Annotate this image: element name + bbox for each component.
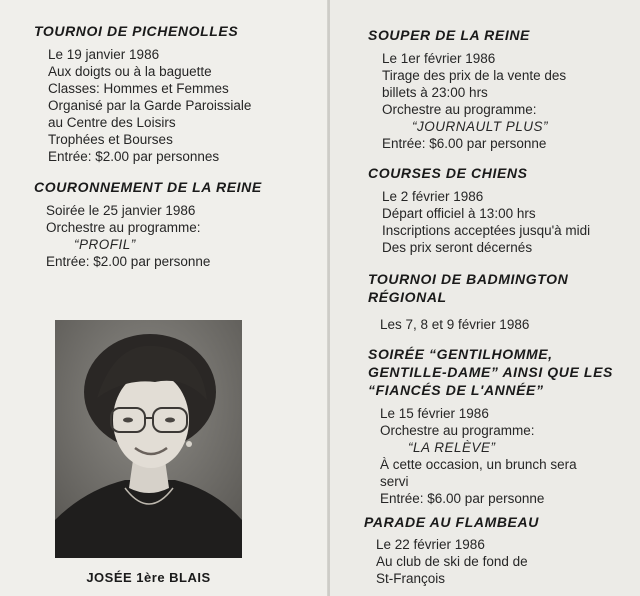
event-line: Le 19 janvier 1986: [48, 47, 160, 62]
event-souper-reine: [368, 26, 566, 152]
event-line: Au club de ski de fond de: [376, 554, 528, 569]
event-title: TOURNOI DE PICHENOLLES: [34, 23, 239, 39]
event-line: Entrée: $6.00 par personne: [380, 491, 545, 506]
event-line: Classes: Hommes et Femmes: [48, 81, 229, 96]
event-details: [380, 316, 568, 333]
event-line: Entrée: $2.00 par personne: [46, 254, 211, 269]
event-tournoi-badminton: [368, 270, 568, 333]
event-tournoi-pichenolles: [34, 22, 251, 165]
portrait-illustration: [55, 320, 242, 558]
event-details: [382, 50, 566, 152]
event-details: [380, 405, 613, 507]
event-line: Trophées et Bourses: [48, 132, 173, 147]
event-parade-flambeau: [364, 513, 539, 587]
event-title: COURSES DE CHIENS: [368, 165, 528, 181]
orchestra-name: “PROFIL”: [74, 237, 136, 252]
right-page: [330, 0, 640, 596]
event-couronnement-reine: [34, 178, 262, 270]
event-line: Inscriptions acceptées jusqu'à midi: [382, 223, 591, 238]
event-line: Les 7, 8 et 9 février 1986: [380, 317, 530, 332]
queen-portrait-photo: [55, 320, 242, 558]
event-line: Orchestre au programme:: [46, 220, 201, 235]
event-details: [376, 536, 539, 587]
event-line: Aux doigts ou à la baguette: [48, 64, 212, 79]
orchestra-name: “JOURNAULT PLUS”: [412, 119, 549, 134]
event-line: Tirage des prix de la vente des: [382, 68, 567, 83]
event-line: Le 22 février 1986: [376, 537, 485, 552]
event-line: Le 1er février 1986: [382, 51, 496, 66]
event-line: Entrée: $6.00 par personne: [382, 136, 547, 151]
photo-caption: JOSÉE 1ère BLAIS: [86, 570, 211, 585]
event-line: servi: [380, 474, 409, 489]
event-title: SOIRÉE “GENTILHOMME, GENTILLE-DAME” AINSI QUE LES “FIANCÉS DE L'ANNÉE”: [368, 346, 613, 398]
event-line: Entrée: $2.00 par personnes: [48, 149, 220, 164]
event-soiree-gentilhomme: [368, 345, 613, 507]
event-line: billets à 23:00 hrs: [382, 85, 488, 100]
event-line: Le 15 février 1986: [380, 406, 489, 421]
event-line: À cette occasion, un brunch sera: [380, 457, 577, 472]
orchestra-name: “LA RELÈVE”: [408, 440, 496, 455]
event-details: [46, 202, 262, 270]
event-line: St-François: [376, 571, 446, 586]
event-line: Orchestre au programme:: [380, 423, 535, 438]
event-line: Des prix seront décernés: [382, 240, 533, 255]
event-title: COURONNEMENT DE LA REINE: [34, 179, 262, 195]
event-line: au Centre des Loisirs: [48, 115, 176, 130]
event-line: Le 2 février 1986: [382, 189, 484, 204]
event-details: [382, 188, 590, 256]
event-line: Orchestre au programme:: [382, 102, 537, 117]
event-line: Organisé par la Garde Paroissiale: [48, 98, 252, 113]
event-line: Départ officiel à 13:00 hrs: [382, 206, 536, 221]
event-title: TOURNOI DE BADMINGTON RÉGIONAL: [368, 271, 569, 305]
event-title: SOUPER DE LA REINE: [368, 27, 530, 43]
event-line: Soirée le 25 janvier 1986: [46, 203, 196, 218]
event-details: [48, 46, 251, 165]
event-title: PARADE AU FLAMBEAU: [364, 514, 539, 530]
event-courses-chiens: [368, 164, 590, 256]
